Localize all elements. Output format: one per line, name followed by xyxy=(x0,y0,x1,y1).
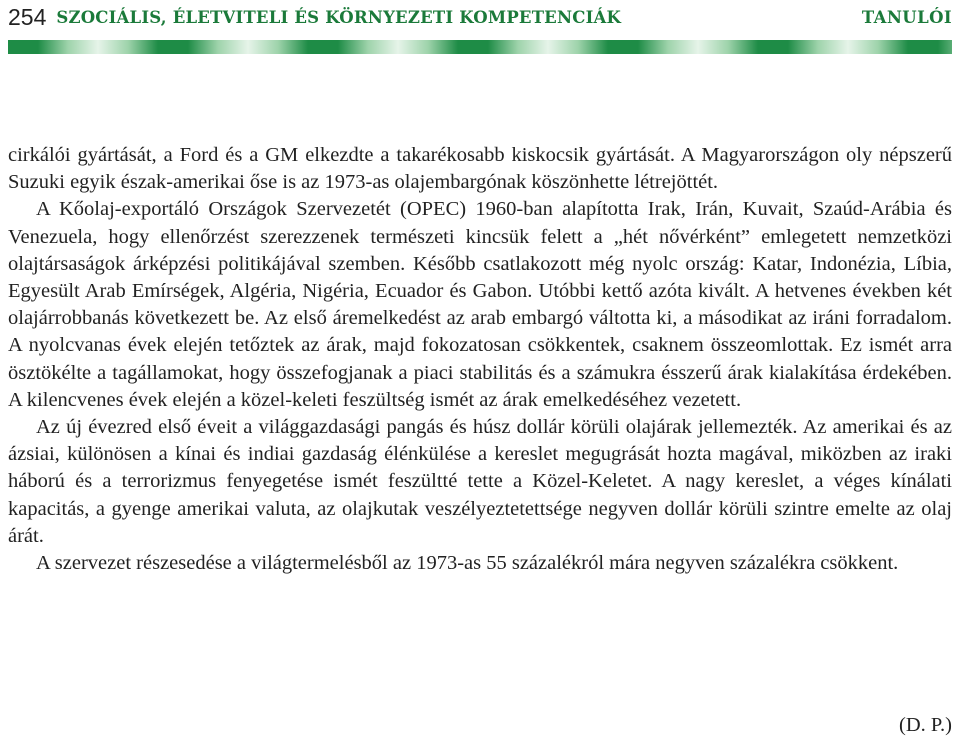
header-decorative-bar xyxy=(8,40,952,54)
article-body xyxy=(8,142,952,577)
paragraph-continuation: cirkálói gyártását, a Ford és a GM elkezdte a takarékosabb kiskocsik gyártását. A Magyarországon oly népszerű Suzuki egyik észak-amerikai őse is az 1973-as olajembargónak köszönhette létrejöttét. xyxy=(8,144,952,194)
paragraph-market-share: A szervezet részesedése a világtermelésből az 1973-as 55 százalékról mára negyven százalékra csökkent. xyxy=(36,552,899,575)
section-title: SZOCIÁLIS, ÉLETVITELI ÉS KÖRNYEZETI KOMPETENCIÁK xyxy=(56,8,622,27)
page-number: 254 xyxy=(8,4,47,30)
author-signature: (D. P.) xyxy=(899,714,952,736)
header-right-label: TANULÓI xyxy=(861,8,952,27)
paragraph-opec-history: A Kőolaj-exportáló Országok Szervezetét (OPEC) 1960-ban alapította Irak, Irán, Kuvait, Szaúd-Arábia és Venezuela, hogy ellenőrzést szerezzenek természeti kincsük felett a „hét nővérként” emlegetett nemzetközi olajtársaságok árképzési politikájával szemben. Később csatlakozott még nyolc ország: Katar, Indonézia, Líbia, Egyesült Arab Emírségek, Algéria, Nigéria, Ecuador és Gabon. Utóbbi kettő azóta kivált. A hetvenes években két olajárrobbanás következett be. Az első áremelkedést az arab embargó váltotta ki, a másodikat az iráni forradalom. A nyolcvanas évek elején tetőztek az árak, majd fokozatosan csökkentek, csaknem összeomlottak. Ez ismét arra ösztökélte a tagállamokat, hogy összefogjanak a piaci stabilitás és a számukra ésszerű árak kialakítása érdekében. A kilencvenes évek elején a közel-keleti feszültség ismét az árak emelkedéséhez vezetett. xyxy=(8,198,952,411)
paragraph-new-millennium: Az új évezred első éveit a világgazdasági pangás és húsz dollár körüli olajárak jellemezték. Az amerikai és az ázsiai, különösen a kínai és indiai gazdaság élénkülése a kereslet megugrását hozta magával, miközben az iraki háború és a terrorizmus fenyegetése ismét feszültté tette a Közel-Keletet. A nagy kereslet, a véges kínálati kapacitás, a gyenge amerikai valuta, az olajkutak veszélyeztetettsége negyven dollár körüli szintre emelte az olaj árát. xyxy=(8,416,952,547)
page-header xyxy=(8,0,952,30)
